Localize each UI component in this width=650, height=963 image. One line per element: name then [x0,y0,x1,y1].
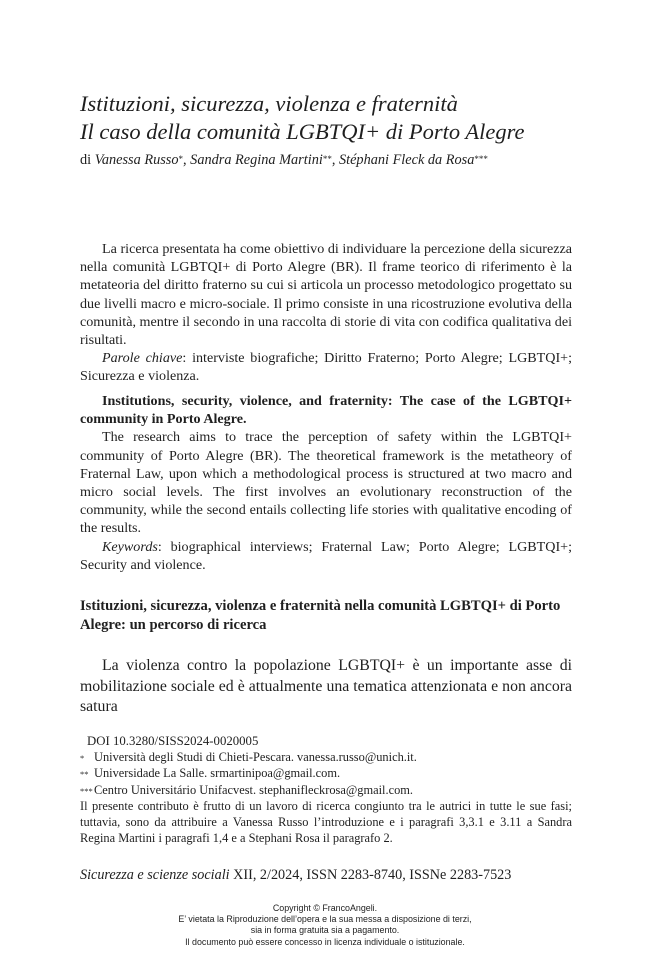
copyright-line: E’ vietata la Riproduzione dell’opera e la sua messa a disposizione di terzi, [178,914,472,925]
footnote-marker: * [178,154,184,164]
abstract-italian-keywords [80,349,572,385]
keywords-label: Keywords [102,538,158,555]
author-name: Vanessa Russo [94,152,179,168]
abstract-english-keywords [80,538,572,574]
article-title [80,90,600,146]
abstract-italian-text: La ricerca presentata ha come obiettivo di individuare la percezione della sicurezza nella comunità LGBTQI+ di Porto Alegre (BR). Il frame teorico di riferimento è la metateoria del diritto fraterno su cui si articola un processo metodologico progettato su due livelli macro e micro-sociale. Il primo consiste in una ricostruzione evolutiva della comunità, mentre il secondo in una raccolta di storie di vita con codifica qualitativa dei risultati. [80,241,572,349]
abstract-english [80,392,572,574]
keywords-list: : biographical interviews; Fraternal Law; Porto Alegre; LGBTQI+; Security and violence. [80,538,572,573]
footnote-text: Università degli Studi di Chieti-Pescara. vanessa.russo@unich.it. [94,750,417,765]
footnote-marker: * [80,753,85,764]
copyright-notice [0,903,650,948]
footnote-marker: ** [80,769,89,780]
abstract-english-text: The research aims to trace the perception of safety within the LGBTQI+ community of Porto Alegre (BR). The theoretical framework is the metatheory of Fraternal Law, upon which a methodological process is structured at two macro and micro social levels. The first involves an evolutionary reconstruction of the community, while the second entails collecting life stories with qualitative encoding of the results. [80,429,572,537]
contribution-note: Il presente contributo è frutto di un lavoro di ricerca congiunto tra le autrici in tutte le sue fasi; tuttavia, sono da attribuire a Vanessa Russo l’introduzione e i paragrafi 3,3.1 e 3.11 a Sandra Regina Martini i paragrafi 1,4 e a Stephani Rosa il paragrafo 2. [80,798,572,846]
byline-prefix: di [80,152,92,168]
author-name: Sandra Regina Martini [190,152,323,168]
footnote-marker: ** [322,154,332,164]
footnote-text: Universidade La Salle. srmartinipoa@gmail.com. [94,766,341,781]
section-body [80,656,572,718]
author-byline: di Vanessa Russo*, Sandra Regina Martini**, Stéphani Fleck da Rosa*** [80,152,488,168]
journal-title: Sicurezza e scienze sociali [80,867,230,883]
footnotes [80,733,572,846]
footnote-text: Centro Universitário Unifacvest. stephanifleckrosa@gmail.com. [94,782,414,797]
copyright-line: sia in forma gratuita sia a pagamento. [250,925,400,936]
keywords-label: Parole chiave [102,350,183,367]
abstract-italian [80,240,572,386]
abstract-english-title: Institutions, security, violence, and fraternity: The case of the LGBTQI+ community in Porto Alegre. [80,393,572,428]
footnote-marker: *** [474,154,488,164]
doi: DOI 10.3280/SISS2024-0020005 [87,734,259,748]
footnote-2 [80,765,572,781]
journal-details: XII, 2/2024, ISSN 2283-8740, ISSNe 2283-7523 [229,867,512,883]
footnote-marker: *** [80,785,93,796]
article-title-line-2: Il caso della comunità LGBTQI+ di Porto Alegre [80,119,525,144]
journal-citation [80,866,511,884]
article-title-line-1: Istituzioni, sicurezza, violenza e fraternità [80,91,458,116]
footnote-3 [80,782,572,798]
copyright-line: Copyright © FrancoAngeli. [272,903,378,913]
copyright-line: Il documento può essere concesso in licenza individuale o istituzionale. [185,936,465,947]
section-heading: Istituzioni, sicurezza, violenza e fraternità nella comunità LGBTQI+ di Porto Alegre: un percorso di ricerca [80,598,561,633]
body-paragraph: La violenza contro la popolazione LGBTQI+ è un importante asse di mobilitazione sociale ed è attualmente una tematica attenzionata e non ancora satura [80,657,572,715]
author-name: Stéphani Fleck da Rosa [338,152,475,168]
footnote-1 [80,749,572,765]
keywords-list: : interviste biografiche; Diritto Fraterno; Porto Alegre; LGBTQI+; Sicurezza e violenza. [80,350,572,385]
